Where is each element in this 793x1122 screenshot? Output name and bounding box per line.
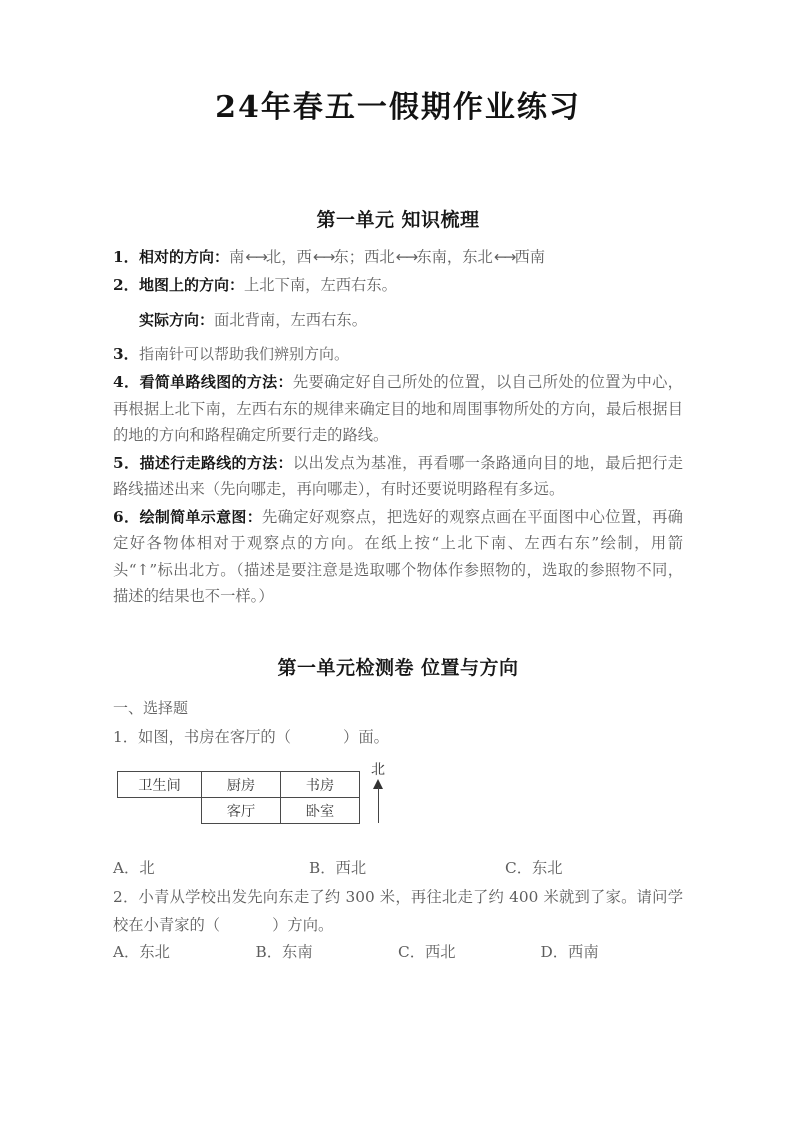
question-number: 1． [113, 727, 139, 746]
room-cell-kitchen: 厨房 [202, 772, 281, 798]
compass-label: 北 [371, 762, 385, 779]
double-arrow-icon: ←→ [245, 248, 265, 266]
knowledge-item-2 [113, 272, 683, 299]
section-heading-knowledge: 第一单元 知识梳理 [316, 209, 480, 231]
question-2 [113, 883, 683, 940]
double-arrow-icon: ←→ [395, 248, 416, 266]
table-row [118, 772, 360, 798]
question-number: 2． [113, 887, 139, 906]
item-lead: 绘制简单示意图： [139, 507, 263, 526]
item-number: 5． [113, 453, 140, 472]
item-number: 4． [113, 373, 140, 392]
item-body: 南←→北，西←→东；西北←→东南，东北←→西南 [228, 248, 546, 266]
option-a[interactable]: A．东北 [113, 943, 170, 962]
option-b[interactable]: B．东南 [255, 943, 313, 962]
knowledge-item-5 [113, 450, 683, 503]
option-c[interactable]: C．东北 [505, 859, 563, 878]
item-number: 6． [113, 507, 140, 526]
double-arrow-icon: ←→ [493, 248, 514, 266]
item-number: 2． [113, 275, 139, 294]
knowledge-item-actual-direction [113, 307, 683, 334]
option-b[interactable]: B．西北 [309, 859, 367, 878]
question-2-options [113, 939, 683, 967]
option-d[interactable]: D．西南 [540, 943, 599, 962]
item-lead: 相对的方向： [138, 248, 229, 266]
quiz-part-label: 一、选择题 [113, 699, 189, 718]
room-diagram [113, 763, 683, 855]
page-content [113, 0, 683, 967]
north-arrow-icon [361, 779, 395, 823]
room-layout-table [117, 771, 360, 824]
table-row [118, 798, 360, 824]
question-text: 如图，书房在客厅的（ [138, 727, 292, 746]
item-body: 上北下南，左西右东。 [243, 275, 397, 294]
section-heading-test: 第一单元检测卷 位置与方向 [277, 657, 519, 680]
room-cell-empty [118, 798, 202, 824]
question-text-end: ）方向。 [272, 915, 334, 934]
room-cell-bedroom: 卧室 [281, 798, 360, 824]
double-arrow-icon: ←→ [312, 248, 333, 266]
room-cell-bathroom: 卫生间 [118, 772, 202, 798]
item-lead: 地图上的方向： [138, 275, 244, 294]
option-c[interactable]: C．西北 [398, 943, 456, 962]
knowledge-list [113, 244, 683, 609]
question-1 [113, 723, 683, 751]
question-text-end: ）面。 [343, 727, 389, 746]
room-cell-livingroom: 客厅 [202, 798, 281, 824]
quiz-section [113, 694, 683, 966]
knowledge-item-1 [113, 244, 683, 271]
option-a[interactable]: A．北 [113, 859, 155, 878]
item-lead: 实际方向： [139, 310, 215, 329]
page-title: 24年春五一假期作业练习 [215, 90, 581, 125]
question-text: 小青从学校出发先向东走了约 300 米，再往北走了约 400 米就到了家。请问学校在小青家的（ [113, 887, 683, 934]
item-body: 先确定好观察点，把选好的观察点画在平面图中心位置，再确定好各物体相对于观察点的方向。在纸上按“上北下南、左西右东”绘制，用箭头“↑”标出北方。（描述是要注意是选取哪个物体作参照物的，选取的参照物不同，描述的结果也不一样。） [113, 507, 683, 606]
item-number: 1． [113, 248, 139, 266]
item-lead: 指南针可以帮助我们辨别方向。 [138, 345, 349, 364]
item-lead: 描述行走路线的方法： [139, 453, 293, 472]
item-body: 面北背南，左西右东。 [214, 310, 367, 329]
item-body: 以出发点为基准，再看哪一条路通向目的地，最后把行走路线描述出来（先向哪走，再向哪走），有时还要说明路程有多远。 [113, 453, 683, 499]
item-number: 3． [113, 345, 139, 364]
compass-north-indicator [361, 763, 395, 823]
item-lead: 看简单路线图的方法： [139, 373, 293, 392]
knowledge-item-3 [113, 341, 683, 368]
knowledge-item-4 [113, 369, 683, 448]
item-body: 先要确定好自己所处的位置，以自己所处的位置为中心，再根据上北下南，左西右东的规律来确定目的地和周围事物所处的方向，最后根据目的地的方向和路程确定所要行走的路线。 [113, 373, 683, 445]
question-1-options [113, 855, 683, 883]
knowledge-item-6 [113, 504, 683, 610]
room-cell-study: 书房 [281, 772, 360, 798]
